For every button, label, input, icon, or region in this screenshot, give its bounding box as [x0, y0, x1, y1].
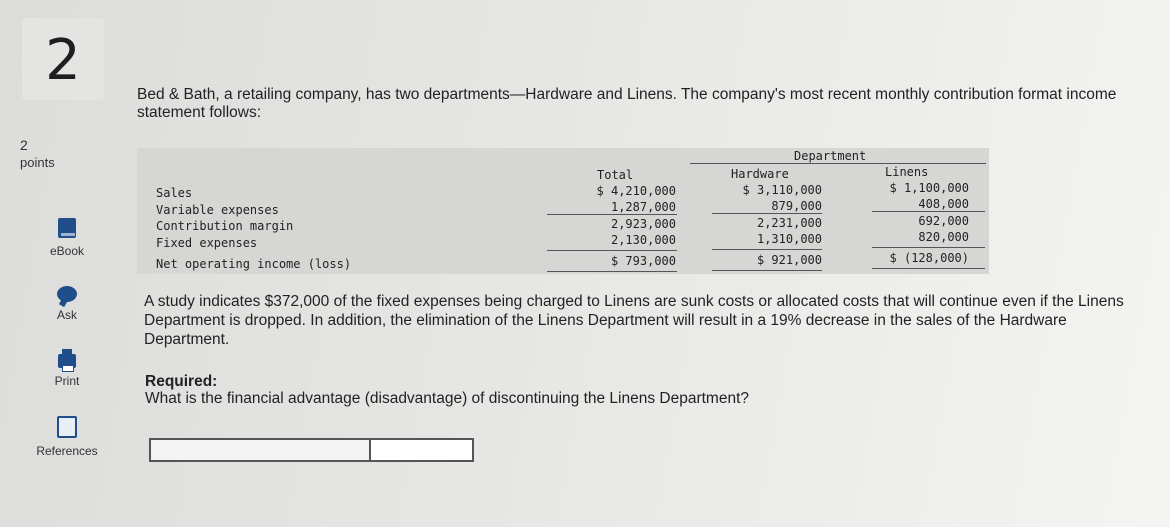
cell-hardware-sales: $ 3,110,000	[742, 183, 822, 197]
chat-bubble-icon	[57, 286, 77, 302]
answer-label-cell	[151, 440, 371, 460]
total-fixed-rule	[547, 250, 677, 251]
linens-final-rule	[872, 268, 985, 269]
hardware-fixed-rule	[712, 249, 822, 250]
sidebar-item-ask[interactable]	[28, 286, 106, 322]
total-subtotal-rule	[547, 214, 677, 215]
sidebar-item-print[interactable]	[28, 350, 106, 388]
sidebar-item-ebook[interactable]	[28, 218, 106, 258]
cell-hardware-variable: 879,000	[771, 199, 822, 213]
printer-icon	[58, 354, 76, 368]
required-question: What is the financial advantage (disadvantage) of discontinuing the Linens Department?	[145, 390, 750, 407]
intro-text: Bed & Bath, a retailing company, has two departments—Hardware and Linens. The company's most recent monthly contribution format income statement follows:	[137, 86, 1117, 121]
points-label: points	[20, 155, 55, 170]
required-label: Required:	[145, 373, 218, 390]
answer-row	[149, 438, 474, 462]
column-header-total: Total	[597, 168, 634, 182]
row-label-contribution-margin: Contribution margin	[156, 219, 294, 233]
row-label-net-operating-income: Net operating income (loss)	[156, 257, 352, 271]
cell-total-contribution: 2,923,000	[610, 217, 676, 231]
cell-hardware-fixed: 1,310,000	[756, 232, 822, 246]
study-text: A study indicates $372,000 of the fixed expenses being charged to Linens are sunk costs or allocated costs that will continue even if the Linens Department is dropped. In addition, the elimination of the Linens Department will result in a 19% decrease in the sales of the Hardware Department.	[144, 293, 1124, 348]
row-label-sales: Sales	[156, 186, 193, 200]
sidebar-item-label: Print	[54, 374, 80, 388]
sidebar-item-label: eBook	[49, 244, 85, 258]
department-rule	[690, 163, 986, 164]
cell-linens-sales: $ 1,100,000	[889, 181, 969, 195]
column-header-linens: Linens	[885, 165, 929, 179]
cell-total-noi: $ 793,000	[610, 254, 676, 268]
linens-subtotal-rule	[872, 211, 985, 212]
cell-hardware-noi: $ 921,000	[756, 253, 822, 267]
cell-linens-variable: 408,000	[918, 197, 969, 211]
sidebar-item-label: References	[36, 444, 98, 458]
sidebar-item-references[interactable]	[28, 416, 106, 458]
cell-total-fixed: 2,130,000	[610, 233, 676, 247]
points-value: 2	[20, 137, 28, 153]
hardware-subtotal-rule	[712, 213, 822, 214]
linens-fixed-rule	[872, 247, 985, 248]
cell-linens-noi: $ (128,000)	[889, 251, 969, 265]
ebook-icon	[58, 218, 76, 238]
row-label-variable-expenses: Variable expenses	[156, 203, 279, 217]
cell-hardware-contribution: 2,231,000	[756, 216, 822, 230]
question-number: 2	[45, 28, 81, 93]
row-label-fixed-expenses: Fixed expenses	[156, 236, 258, 250]
total-final-rule	[547, 271, 677, 272]
references-icon	[57, 416, 77, 438]
question-number-box	[22, 18, 104, 100]
sidebar-item-label: Ask	[56, 308, 77, 322]
department-header: Department	[794, 149, 867, 163]
cell-total-variable: 1,287,000	[610, 200, 676, 214]
column-header-hardware: Hardware	[731, 167, 789, 181]
hardware-final-rule	[712, 270, 822, 271]
cell-total-sales: $ 4,210,000	[596, 184, 676, 198]
cell-linens-contribution: 692,000	[918, 214, 969, 228]
answer-input[interactable]	[371, 440, 472, 460]
cell-linens-fixed: 820,000	[918, 230, 969, 244]
income-statement	[137, 148, 989, 274]
